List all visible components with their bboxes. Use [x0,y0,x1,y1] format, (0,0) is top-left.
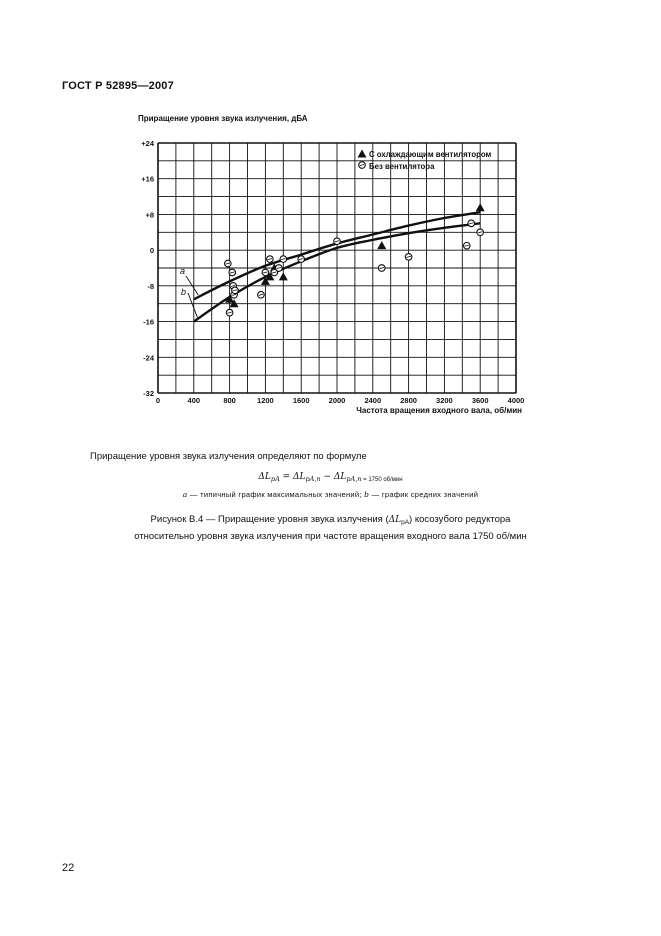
legend-triangle-icon [358,150,367,158]
caption-symbol: ΔL [388,515,402,525]
note-b-letter: b [364,490,370,499]
note-a-letter: a [182,490,188,499]
caption-line-1 [0,513,661,530]
x-tick-label: 1200 [257,396,274,405]
x-tick-label: 3200 [436,396,453,405]
x-tick-label: 400 [187,396,201,405]
note-a-text: — типичный график максимальных значений; [187,490,365,499]
chart-curves [180,212,480,321]
legend-label: С охлаждающим вентилятором [369,150,492,159]
formula-minus: − ΔL [320,472,347,482]
x-axis-label: Частота вращения входного вала, об/мин [356,406,522,415]
document-header: ГОСТ Р 52895—2007 [62,80,174,92]
y-tick-label: -24 [143,353,154,363]
caption-line-2: относительно уровня звука излучения при частоте вращения входного вала 1750 об/мин [134,530,527,542]
y-tick-label: +24 [141,139,154,148]
chart-grid [158,143,516,393]
noise-increment-chart [0,0,661,440]
caption-post: ) косозубого редуктора [409,514,511,525]
x-tick-label: 2000 [328,396,346,405]
caption-symbol-sub: pA [401,519,410,526]
formula-lhs-sub: pA [270,475,280,483]
page-number: 22 [62,862,75,874]
x-tick-label: 800 [223,396,236,405]
triangle-point [377,241,386,249]
y-tick-label: 0 [149,246,154,256]
y-tick-label: -8 [147,281,154,291]
formula-eq: = ΔL [279,472,306,482]
x-tick-label: 0 [155,396,161,405]
x-tick-label: 2800 [400,396,417,405]
triangle-point [279,272,288,280]
x-tick-label: 3600 [471,396,489,405]
curve-b-leader [188,293,197,317]
y-tick-label: +16 [141,174,154,184]
formula-term2-sub: pA,n [346,475,362,483]
curve-a-label: a [180,266,186,276]
formula-lhs: ΔL [258,472,271,482]
curve-b-label: b [181,287,187,297]
y-tick-label: -16 [143,317,154,327]
x-tick-label: 1600 [292,396,310,405]
figure-caption [0,513,661,543]
caption-pre: Рисунок В.4 — Приращение уровня звука излучения ( [150,514,389,525]
formula-intro: Приращение уровня звука излучения определяют по формуле [90,451,367,462]
formula-term1-sub: pA,n [305,475,321,483]
y-axis-label: Приращение уровня звука излучения, дБА [138,114,308,123]
x-tick-label: 2400 [364,396,382,405]
formula-term2-rpm: = 1750 об/мин [361,477,403,483]
curve-note [0,490,661,499]
triangle-point [476,203,485,211]
chart-axis-labels [138,114,524,415]
formula [0,472,661,483]
y-tick-label: -32 [143,389,154,398]
chart-legend [358,150,492,172]
x-tick-label: 4000 [507,396,525,405]
legend-label: Без вентилятора [369,162,435,171]
y-tick-label: +8 [145,210,154,220]
note-b-text: — график средних значений [369,490,479,499]
